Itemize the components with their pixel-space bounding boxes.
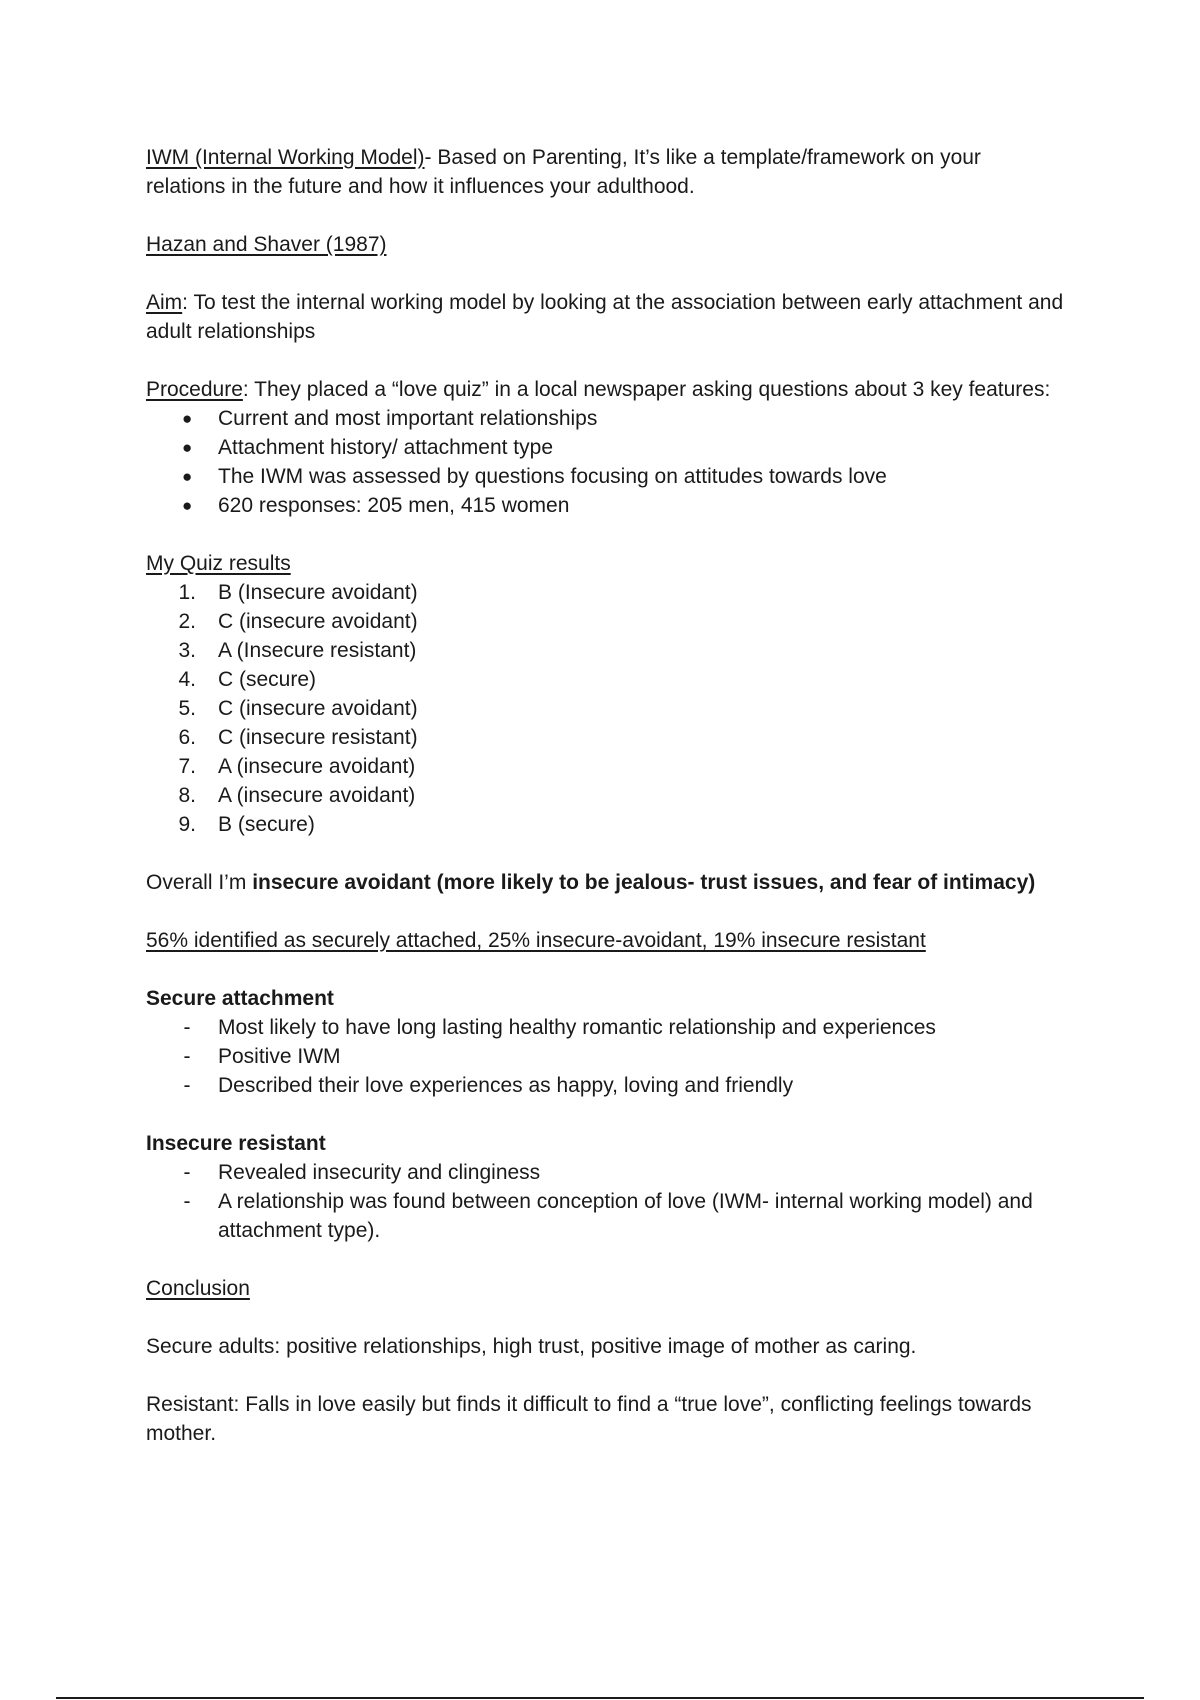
intro-paragraph: [146, 143, 1066, 201]
procedure-text: : They placed a “love quiz” in a local newspaper asking questions about 3 key features:: [242, 378, 1051, 401]
list-item: ● The IWM was assessed by questions focusing on attitudes towards love: [146, 462, 1066, 491]
procedure-label: Procedure: [146, 378, 243, 401]
resistant-list: [146, 1158, 1066, 1245]
dash-icon: -: [183, 1190, 191, 1213]
procedure-paragraph: [146, 375, 1066, 404]
dash-icon: -: [183, 1016, 191, 1039]
attachment-statistics: 56% identified as securely attached, 25% insecure-avoidant, 19% insecure resistant: [146, 929, 926, 952]
list-item: 1. B (Insecure avoidant): [178, 581, 418, 604]
conclusion-heading: Conclusion: [146, 1277, 250, 1300]
dash-icon: -: [183, 1045, 191, 1068]
quiz-heading: My Quiz results: [146, 552, 291, 575]
dash-icon: -: [183, 1074, 191, 1097]
list-item: 6. C (insecure resistant): [178, 726, 418, 749]
aim-paragraph: [146, 288, 1066, 346]
aim-text: : To test the internal working model by looking at the association between early attachment and adult relationships: [146, 291, 1064, 343]
resistant-heading: Insecure resistant: [146, 1132, 326, 1155]
list-item: 8. A (insecure avoidant): [178, 784, 416, 807]
overall-result: Overall I’m insecure avoidant (more likely to be jealous- trust issues, and fear of intimacy): [146, 871, 1036, 894]
list-item: 9. B (secure): [178, 813, 315, 836]
list-item: - Positive IWM: [146, 1042, 1066, 1071]
list-item: ● Attachment history/ attachment type: [146, 433, 1066, 462]
conclusion-secure: Secure adults: positive relationships, high trust, positive image of mother as caring.: [146, 1335, 917, 1358]
list-item: - A relationship was found between conception of love (IWM- internal working model) and attachment type).: [146, 1187, 1066, 1245]
list-item: 2. C (insecure avoidant): [178, 610, 418, 633]
aim-label: Aim: [146, 291, 183, 314]
document-page: [146, 143, 1066, 1448]
bullet-icon: ●: [182, 409, 193, 428]
bullet-icon: ●: [182, 438, 193, 457]
quiz-results-list: [146, 578, 1066, 839]
conclusion-resistant: Resistant: Falls in love easily but finds it difficult to find a “true love”, conflicting feelings towards mother.: [146, 1393, 1032, 1445]
bottom-rule: [56, 1697, 1144, 1699]
bullet-icon: ●: [182, 496, 193, 515]
iwm-term: IWM (Internal Working Model): [146, 146, 425, 169]
procedure-bullet-list: [146, 404, 1066, 520]
list-item: 5. C (insecure avoidant): [178, 697, 418, 720]
list-item: 4. C (secure): [178, 668, 317, 691]
bullet-icon: ●: [182, 467, 193, 486]
list-item: ● 620 responses: 205 men, 415 women: [146, 491, 1066, 520]
study-title: Hazan and Shaver (1987): [146, 233, 387, 256]
secure-list: [146, 1013, 1066, 1100]
list-item: - Described their love experiences as happy, loving and friendly: [146, 1071, 1066, 1100]
list-item: - Most likely to have long lasting healthy romantic relationship and experiences: [146, 1013, 1066, 1042]
list-item: 7. A (insecure avoidant): [178, 755, 416, 778]
iwm-definition: - Based on Parenting, It’s like a template/framework on your relations in the future and how it influences your adulthood.: [146, 146, 981, 198]
dash-icon: -: [183, 1161, 191, 1184]
list-item: 3. A (Insecure resistant): [178, 639, 417, 662]
list-item: - Revealed insecurity and clinginess: [146, 1158, 1066, 1187]
list-item: ● Current and most important relationships: [146, 404, 1066, 433]
secure-heading: Secure attachment: [146, 987, 334, 1010]
